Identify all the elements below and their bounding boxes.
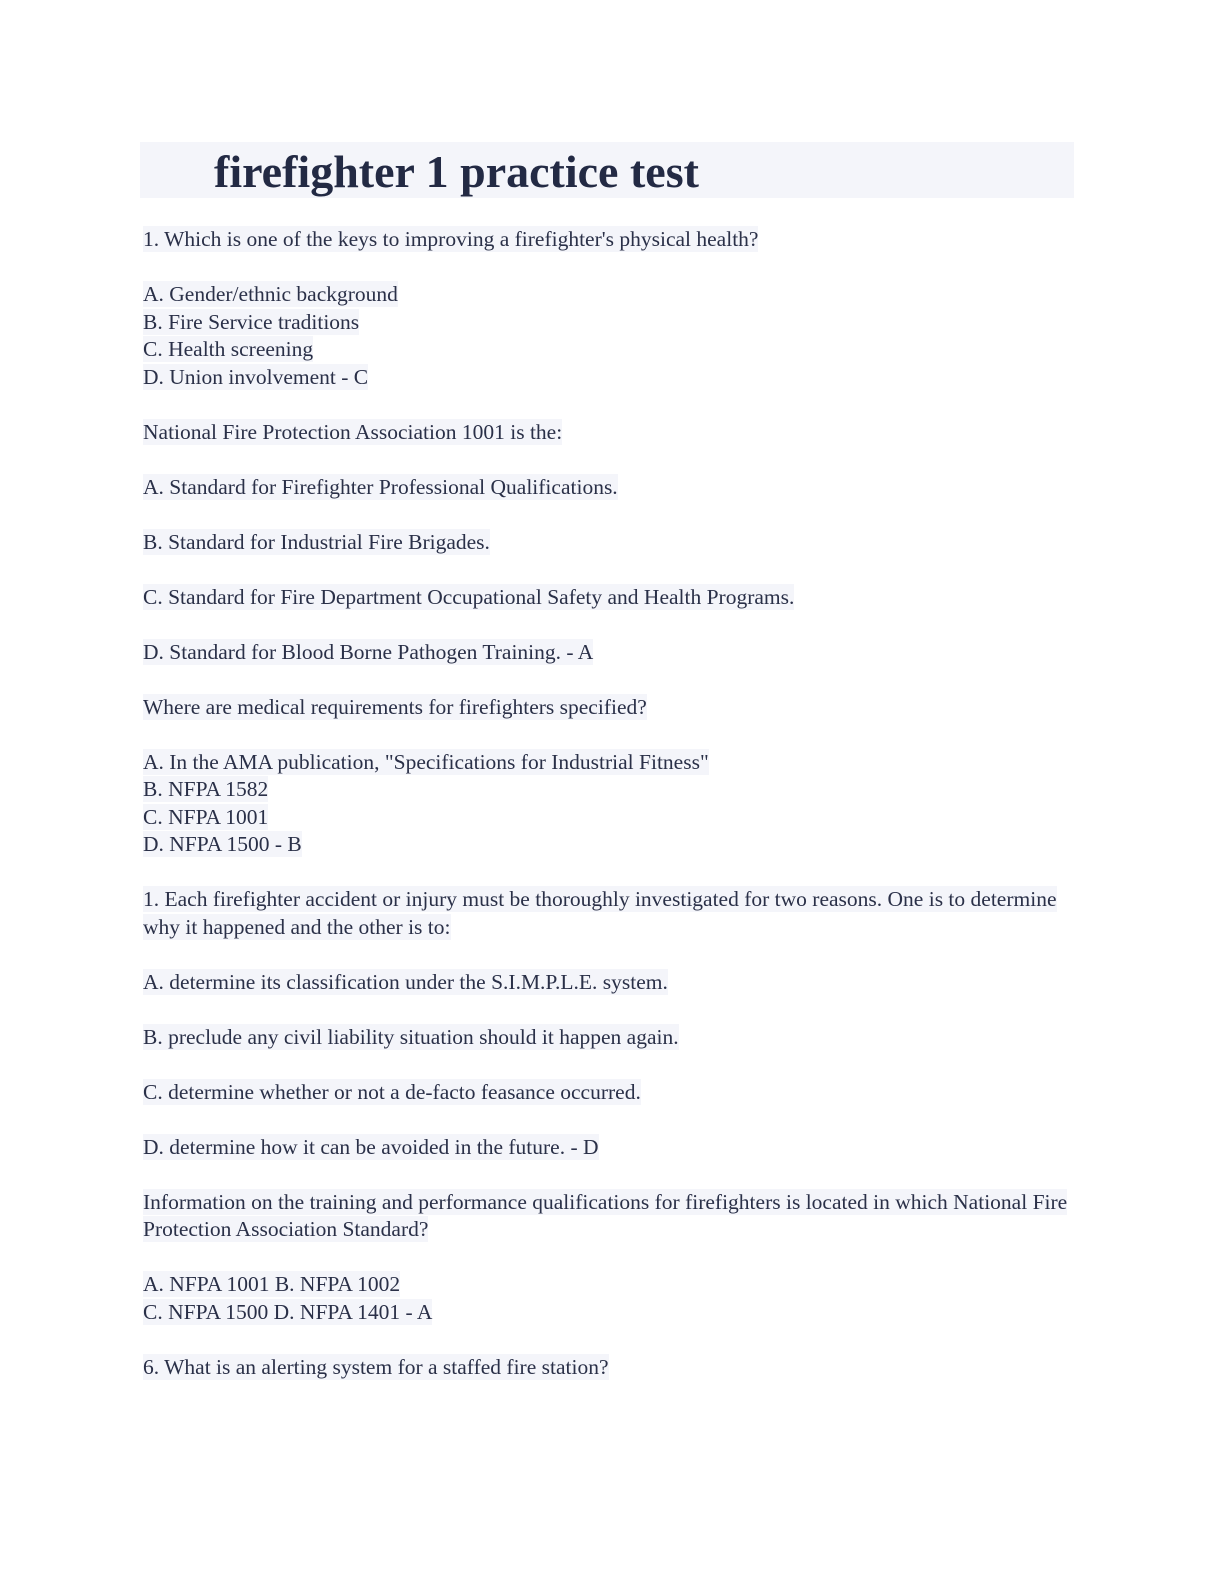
option-text: A. Gender/ethnic background	[143, 282, 398, 306]
option-row	[143, 776, 1078, 804]
question-text: 1. Which is one of the keys to improving a firefighter's physical health?	[143, 227, 759, 251]
option-row	[143, 749, 1078, 777]
option-text: C. Standard for Fire Department Occupational Safety and Health Programs.	[143, 584, 795, 609]
option-text: A. determine its classification under the S.I.M.P.L.E. system.	[143, 969, 668, 994]
option-row	[143, 474, 1078, 502]
document-title: firefighter 1 practice test	[214, 146, 699, 197]
option-text: D. Standard for Blood Borne Pathogen Training. - A	[143, 639, 594, 664]
option-row	[143, 309, 1078, 337]
option-row	[143, 529, 1078, 557]
option-row	[143, 804, 1078, 832]
option-text: D. determine how it can be avoided in the future. - D	[143, 1134, 599, 1159]
option-text: C. NFPA 1500 D. NFPA 1401 - A	[143, 1299, 433, 1324]
option-row	[143, 639, 1078, 667]
option-row	[143, 1024, 1078, 1052]
option-text: A. Standard for Firefighter Professional Qualifications.	[143, 474, 618, 499]
option-text: B. NFPA 1582	[143, 777, 269, 801]
option-row	[143, 336, 1078, 364]
question-2	[143, 419, 1078, 447]
option-row	[143, 1271, 1078, 1299]
option-text: B. preclude any civil liability situation should it happen again.	[143, 1024, 679, 1049]
question-text: Where are medical requirements for firefighters specified?	[143, 694, 647, 719]
question-3	[143, 694, 1078, 722]
option-row	[143, 1134, 1078, 1162]
option-row	[143, 969, 1078, 997]
option-text: B. Standard for Industrial Fire Brigades.	[143, 529, 490, 554]
question-text: National Fire Protection Association 1001 is the:	[143, 419, 563, 444]
document-body	[143, 226, 1078, 1381]
option-row	[143, 584, 1078, 612]
question-text: 6. What is an alerting system for a staffed fire station?	[143, 1354, 609, 1379]
option-row	[143, 1079, 1078, 1107]
question-4	[143, 886, 1078, 941]
option-row	[143, 281, 1078, 309]
option-text: C. Health screening	[143, 337, 314, 361]
option-text: A. NFPA 1001 B. NFPA 1002	[143, 1272, 401, 1296]
question-text: 1. Each firefighter accident or injury must be thoroughly investigated for two reasons. One is to determine why it happened and the other is to:	[143, 887, 1057, 939]
option-text: D. Union involvement - C	[143, 364, 369, 389]
question-1	[143, 226, 1078, 254]
option-text: D. NFPA 1500 - B	[143, 832, 302, 856]
question-text: Information on the training and performance qualifications for firefighters is located in which National Fire Protection Association Standard?	[143, 1189, 1068, 1241]
option-row	[143, 831, 1078, 859]
option-row	[143, 364, 1078, 392]
question-6	[143, 1354, 1078, 1382]
option-text: C. NFPA 1001	[143, 804, 269, 829]
option-row	[143, 1299, 1078, 1327]
option-text: B. Fire Service traditions	[143, 309, 360, 334]
option-text: A. In the AMA publication, "Specifications for Industrial Fitness"	[143, 749, 709, 774]
question-5	[143, 1189, 1078, 1244]
option-text: C. determine whether or not a de-facto feasance occurred.	[143, 1079, 641, 1104]
